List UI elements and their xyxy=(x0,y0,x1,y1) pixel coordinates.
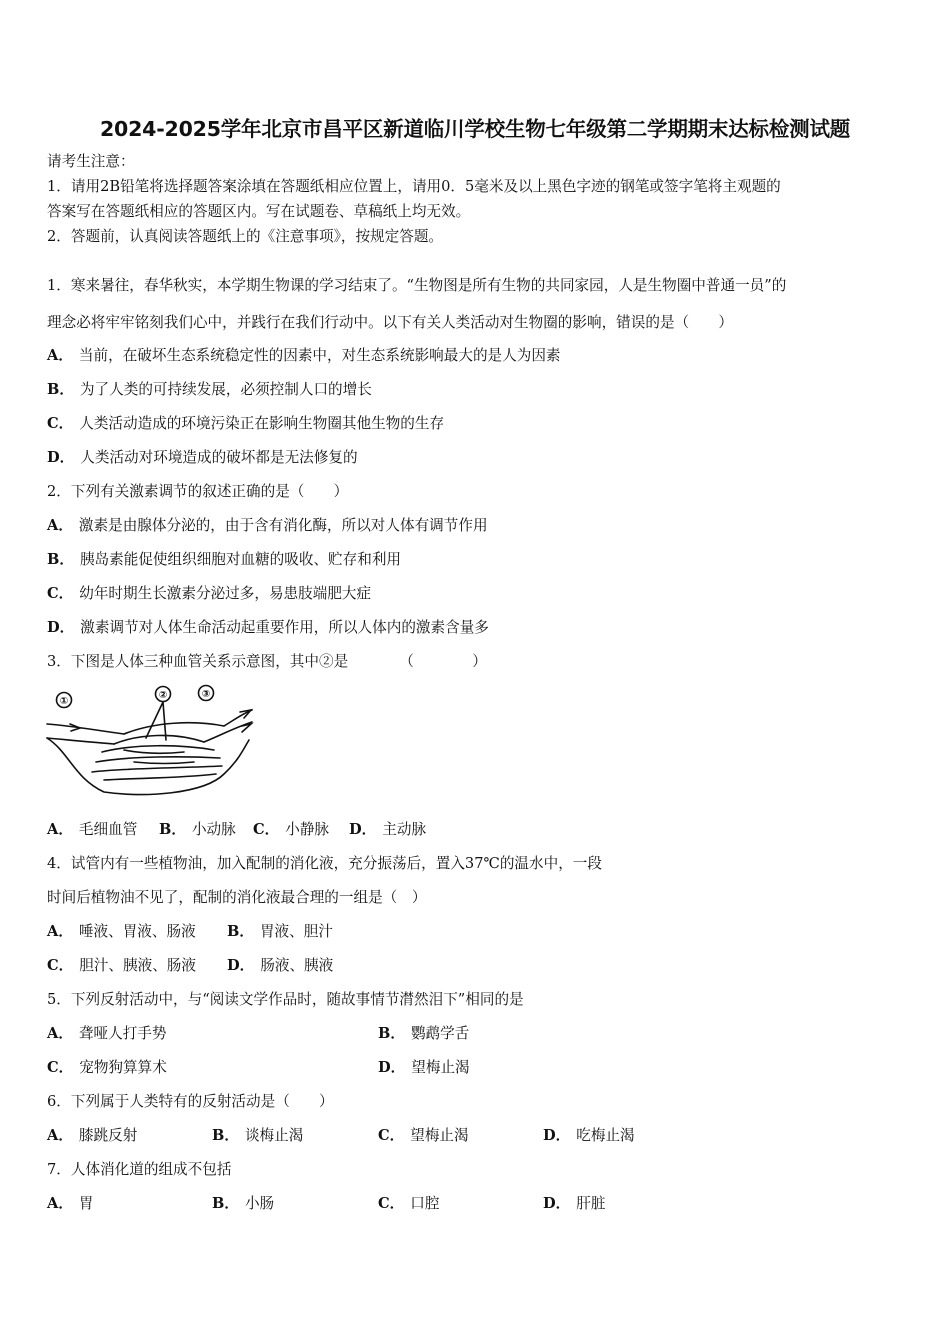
option-b xyxy=(47,550,401,570)
notice-line: 1．请用2B铅笔将选择题答案涂填在答题纸相应位置上，请用0．5毫米及以上黑色字迹的钢笔或签字笔将主观题的 xyxy=(47,178,781,195)
option-c xyxy=(47,584,371,604)
option-text: 胰岛素能促使组织细胞对血糖的吸收、贮存和利用 xyxy=(79,551,402,568)
option-text: 谈梅止渴 xyxy=(244,1127,304,1144)
option-text: 望梅止渴 xyxy=(411,1059,470,1076)
option-label: D． xyxy=(47,449,75,466)
question-number: 1． xyxy=(47,277,71,294)
question-text: 人体消化道的组成不包括 xyxy=(70,1161,232,1178)
blood-vessel-diagram xyxy=(44,682,256,798)
question-3 xyxy=(47,652,487,672)
option-label: A． xyxy=(47,821,73,838)
option-d xyxy=(543,1194,605,1214)
option-label: A． xyxy=(47,1127,73,1144)
diagram-label-2: ② xyxy=(158,690,168,701)
question-text: 试管内有一些植物油，加入配制的消化液，充分振荡后，置入37℃的温水中，一段 xyxy=(70,855,602,872)
question-1 xyxy=(47,276,786,296)
option-b xyxy=(378,1024,469,1044)
question-4 xyxy=(47,854,602,874)
option-a xyxy=(47,820,137,840)
option-label: B． xyxy=(47,551,74,568)
option-b xyxy=(227,922,333,942)
option-label: C． xyxy=(47,585,74,602)
option-label: A． xyxy=(47,1195,73,1212)
option-a xyxy=(47,922,196,942)
option-c xyxy=(47,1058,167,1078)
option-label: B． xyxy=(378,1025,405,1042)
option-text: 肝脏 xyxy=(576,1195,606,1212)
question-text: 下列有关激素调节的叙述正确的是（ ） xyxy=(70,483,349,500)
option-a xyxy=(47,516,488,536)
option-label: D． xyxy=(227,957,255,974)
option-text: 胃 xyxy=(78,1195,94,1212)
option-label: A． xyxy=(47,347,73,364)
option-c xyxy=(378,1194,439,1214)
question-text: 下图是人体三种血管关系示意图，其中②是 （ ） xyxy=(70,653,487,670)
option-text: 聋哑人打手势 xyxy=(78,1025,167,1042)
option-label: C． xyxy=(378,1127,405,1144)
option-a xyxy=(47,1024,167,1044)
option-label: A． xyxy=(47,1025,73,1042)
option-text: 主动脉 xyxy=(382,821,427,838)
option-label: C． xyxy=(47,1059,74,1076)
option-b xyxy=(212,1194,274,1214)
option-d xyxy=(47,448,358,468)
question-text: 时间后植物油不见了，配制的消化液最合理的一组是（ ） xyxy=(47,889,427,906)
page-title: 2024-2025学年北京市昌平区新道临川学校生物七年级第二学期期末达标检测试题 xyxy=(99,117,851,141)
option-text: 为了人类的可持续发展，必须控制人口的增长 xyxy=(79,381,372,398)
notice-line: 答案写在答题纸相应的答题区内。写在试题卷、草稿纸上均无效。 xyxy=(47,203,471,220)
option-a xyxy=(47,1126,137,1146)
option-text: 幼年时期生长激素分泌过多，易患肢端肥大症 xyxy=(79,585,372,602)
option-label: B． xyxy=(159,821,186,838)
notice-heading: 请考生注意： xyxy=(47,153,135,170)
option-b xyxy=(212,1126,303,1146)
option-text: 宠物狗算算术 xyxy=(79,1059,167,1076)
option-c xyxy=(47,956,196,976)
option-c xyxy=(47,414,444,434)
option-b xyxy=(159,820,236,840)
option-label: D． xyxy=(543,1127,571,1144)
question-number: 3． xyxy=(47,653,71,670)
option-text: 鹦鹉学舌 xyxy=(410,1025,470,1042)
option-text: 唾液、胃液、肠液 xyxy=(78,923,196,940)
option-label: C． xyxy=(253,821,280,838)
question-text: 理念必将牢牢铭刻我们心中，并践行在我们行动中。以下有关人类活动对生物圈的影响，错误的是（ ） xyxy=(47,314,733,331)
option-text: 胃液、胆汁 xyxy=(259,923,333,940)
question-number: 4． xyxy=(47,855,71,872)
option-a xyxy=(47,346,561,366)
option-d xyxy=(47,618,489,638)
option-d xyxy=(378,1058,470,1078)
option-text: 吃梅止渴 xyxy=(576,1127,635,1144)
option-text: 人类活动对环境造成的破坏都是无法修复的 xyxy=(80,449,358,466)
option-label: A． xyxy=(47,517,73,534)
option-label: D． xyxy=(378,1059,406,1076)
option-text: 激素是由腺体分泌的，由于含有消化酶，所以对人体有调节作用 xyxy=(78,517,488,534)
option-label: D． xyxy=(349,821,377,838)
option-text: 肠液、胰液 xyxy=(260,957,334,974)
option-label: B． xyxy=(227,923,254,940)
question-text: 下列属于人类特有的反射活动是（ ） xyxy=(70,1093,334,1110)
option-label: D． xyxy=(543,1195,571,1212)
question-number: 6． xyxy=(47,1093,71,1110)
option-text: 口腔 xyxy=(410,1195,440,1212)
option-label: C． xyxy=(378,1195,405,1212)
option-label: B． xyxy=(212,1127,239,1144)
option-text: 人类活动造成的环境污染正在影响生物圈其他生物的生存 xyxy=(79,415,445,432)
option-d xyxy=(227,956,333,976)
question-6 xyxy=(47,1092,334,1112)
option-label: C． xyxy=(47,415,74,432)
question-number: 2． xyxy=(47,483,71,500)
option-c xyxy=(253,820,329,840)
diagram-label-3: ③ xyxy=(201,689,211,700)
question-text: 下列反射活动中，与“阅读文学作品时，随故事情节潸然泪下”相同的是 xyxy=(70,991,524,1008)
option-d xyxy=(349,820,426,840)
option-label: B． xyxy=(47,381,74,398)
option-text: 毛细血管 xyxy=(78,821,138,838)
option-label: B． xyxy=(212,1195,239,1212)
option-label: A． xyxy=(47,923,73,940)
option-c xyxy=(378,1126,469,1146)
option-text: 小动脉 xyxy=(191,821,236,838)
question-2 xyxy=(47,482,348,502)
question-number: 5． xyxy=(47,991,71,1008)
question-5 xyxy=(47,990,524,1010)
option-text: 激素调节对人体生命活动起重要作用，所以人体内的激素含量多 xyxy=(80,619,489,636)
option-text: 胆汁、胰液、肠液 xyxy=(79,957,196,974)
option-b xyxy=(47,380,372,400)
question-number: 7． xyxy=(47,1161,71,1178)
notice-line: 2．答题前，认真阅读答题纸上的《注意事项》，按规定答题。 xyxy=(47,228,444,245)
diagram-label-1: ① xyxy=(59,696,69,707)
option-text: 小静脉 xyxy=(285,821,330,838)
option-text: 望梅止渴 xyxy=(410,1127,469,1144)
option-text: 膝跳反射 xyxy=(78,1127,138,1144)
option-d xyxy=(543,1126,635,1146)
option-text: 当前，在破坏生态系统稳定性的因素中，对生态系统影响最大的是人为因素 xyxy=(78,347,561,364)
option-label: D． xyxy=(47,619,75,636)
question-text: 寒来暑往，春华秋实，本学期生物课的学习结束了。“生物图是所有生物的共同家园，人是生物圈中普通一员”的 xyxy=(70,277,787,294)
option-label: C． xyxy=(47,957,74,974)
question-7 xyxy=(47,1160,231,1180)
option-a xyxy=(47,1194,94,1214)
option-text: 小肠 xyxy=(244,1195,275,1212)
